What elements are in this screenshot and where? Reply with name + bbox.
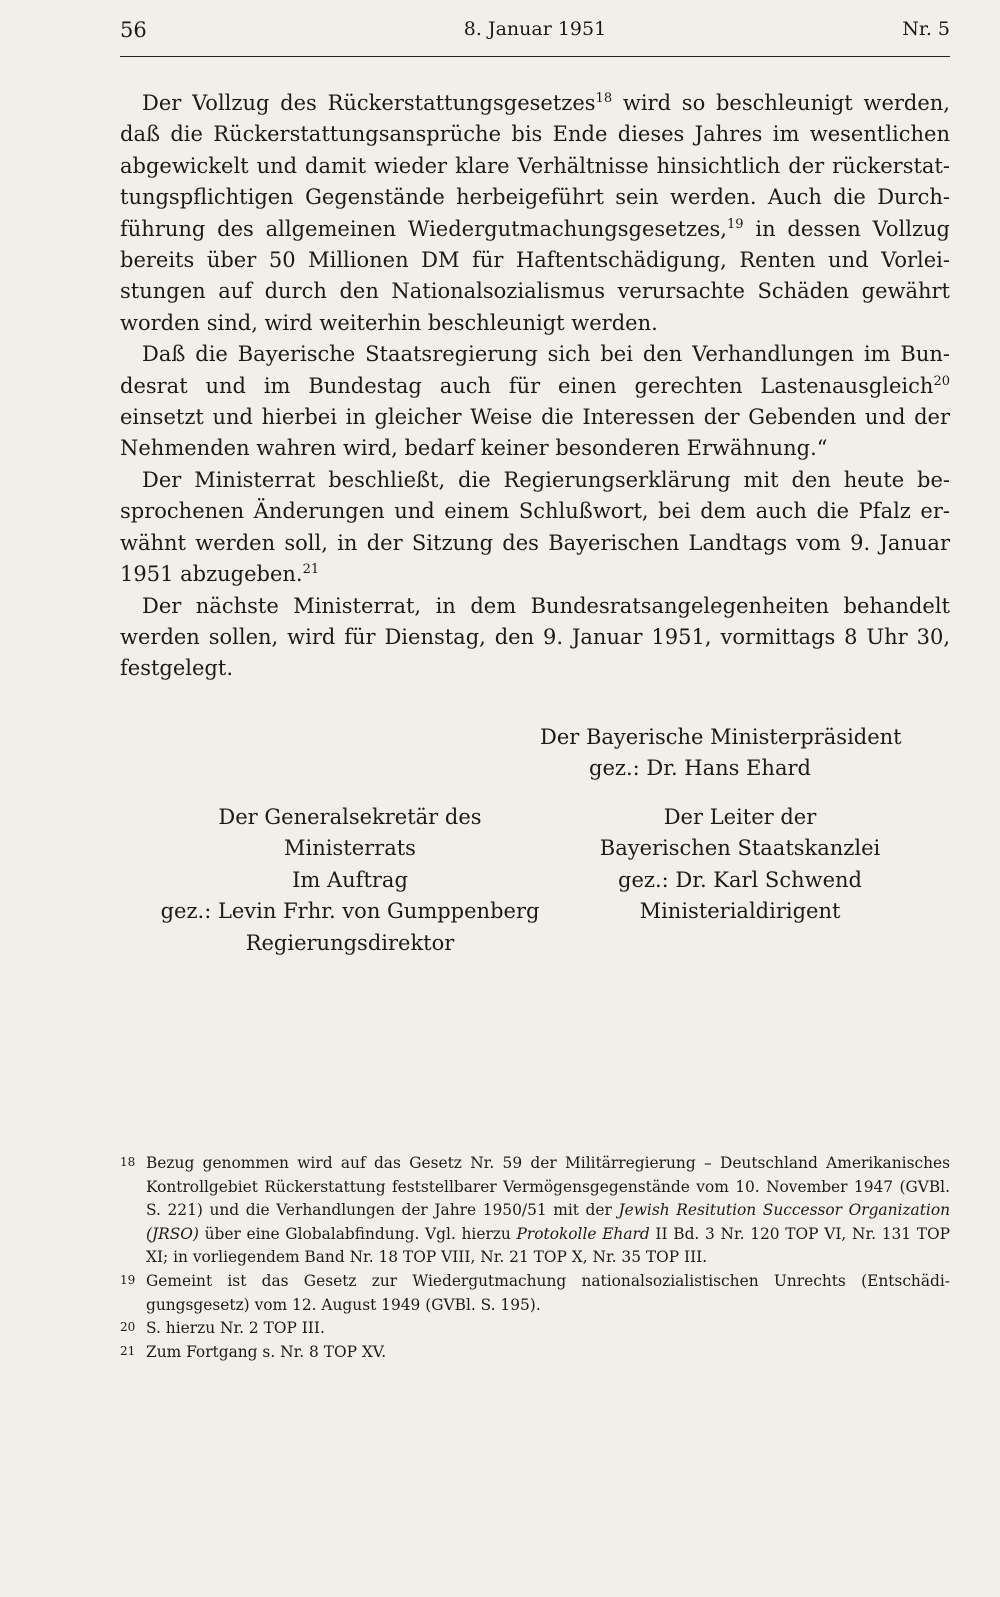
italic-text: Jewish Resitution Successor Organization (JRSO) (146, 1201, 951, 1243)
text-run: Der Ministerrat beschließt, die Regierungserklärung mit den heute besprochenen Änderungen und einem Schlußwort, bei dem auch die Pfalz erwähnt werden soll, in der Sitzung des Bayerischen Landtags vom 9. Januar 1951 abzugeben. (120, 467, 950, 587)
footnote-number: 20 (120, 1320, 136, 1335)
signature-line: Ministerrats (284, 836, 416, 861)
text-run: Gemeint ist das Gesetz zur Wiedergutmachung nationalsozialistischen Unrechts (Entschädigungsgesetz) vom 12. August 1949 (GVBl. S. 195). (146, 1271, 950, 1314)
text-run: Der Vollzug des Rückerstattungsgesetzes (142, 91, 596, 115)
footnote (120, 1317, 950, 1341)
signature-line: Der Leiter der (663, 805, 817, 829)
signature-line: Bayerischen Staatskanzlei (599, 836, 881, 861)
signature-staatskanzlei (580, 802, 900, 928)
text-run: über eine Globalabfindung. Vgl. hierzu (198, 1224, 517, 1243)
signature-line: gez.: Levin Frhr. von Gumppenberg (160, 899, 540, 924)
signature-generalsekretaer (160, 802, 540, 959)
header-issue-number: Nr. 5 (902, 18, 950, 40)
signature-line: Ministerialdirigent (639, 899, 841, 924)
header-date: 8. Januar 1951 (463, 18, 607, 40)
footnote (120, 1152, 950, 1270)
footnote-number: 18 (120, 1155, 136, 1169)
signature-ministerpraesident (540, 722, 902, 785)
italic-text: Protokolle Ehard (516, 1224, 650, 1243)
footnote-ref: 21 (302, 562, 320, 578)
page-number: 56 (120, 18, 147, 42)
footnote-number: 21 (120, 1343, 136, 1358)
signature-line: Regierungsdirektor (245, 930, 455, 955)
text-run: Bezug genommen wird auf das Gesetz Nr. 59 der Militärregierung – Deutschland Amerikanisches Kontrollgebiet Rückerstattung feststellbarer Vermögensgegenstände vom 10. November 1947 (GVBl. S. 221) und die Verhandlungen der Jahre 1950/51 mit der (146, 1154, 950, 1220)
paragraph (120, 591, 950, 685)
main-text (120, 88, 950, 685)
text-run: in dessen Vollzug bereits über 50 Millionen DM für Haftentschädigung, Renten und Vorleistungen auf durch den Nationalsozialismus verursachte Schäden gewährt worden sind, wird weiterhin beschleunigt werden. (120, 216, 950, 335)
text-run: S. hierzu Nr. 2 TOP III. (146, 1319, 325, 1338)
text-run: wird so beschleunigt werden, daß die Rückerstattungsansprüche bis Ende dieses Jahres im wesentlichen abgewickelt und damit wieder klare Verhältnisse hinsichtlich der rückerstattungspflichtigen Gegenstände herbeigeführt sein werden. Auch die Durchführung des allgemeinen Wiedergutmachungsgesetzes, (120, 91, 950, 241)
signature-line: gez.: Dr. Karl Schwend (618, 867, 862, 892)
footnote-number: 19 (120, 1272, 136, 1287)
paragraph (120, 339, 950, 465)
text-run: II Bd. 3 Nr. 120 TOP VI, Nr. 131 TOP XI; in vorliegendem Band Nr. 18 TOP VIII, Nr. 21 TOP X, Nr. 35 TOP III. (146, 1224, 951, 1267)
text-run: Daß die Bayerische Staatsregierung sich bei den Verhandlungen im Bundesrat und im Bundestag auch für einen gerechten Lastenausgleich (120, 342, 950, 398)
footnote (120, 1341, 950, 1365)
footnote-ref: 19 (726, 216, 744, 232)
text-run: einsetzt und hierbei in gleicher Weise die Interessen der Gebenden und der Nehmenden wahren wird, bedarf keiner besonderen Erwähnung.“ (120, 405, 950, 461)
footnotes (120, 1152, 950, 1364)
text-run: Der nächste Ministerrat, in dem Bundesratsangelegenheiten behandelt werden sollen, wird für Dienstag, den 9. Januar 1951, vormittags 8 Uhr 30, festgelegt. (120, 593, 950, 681)
paragraph (120, 465, 950, 591)
signature-line: Der Generalsekretär des (218, 805, 482, 829)
footnote-ref: 18 (595, 91, 613, 106)
footnote (120, 1270, 950, 1317)
text-run: Zum Fortgang s. Nr. 8 TOP XV. (146, 1342, 387, 1361)
signature-line: Im Auftrag (292, 867, 408, 892)
footnote-ref: 20 (933, 373, 950, 389)
header-rule (120, 56, 950, 57)
paragraph (120, 88, 950, 339)
signature-line: gez.: Dr. Hans Ehard (589, 756, 811, 781)
page-header (120, 18, 950, 52)
signature-line: Der Bayerische Ministerpräsident (540, 725, 902, 749)
